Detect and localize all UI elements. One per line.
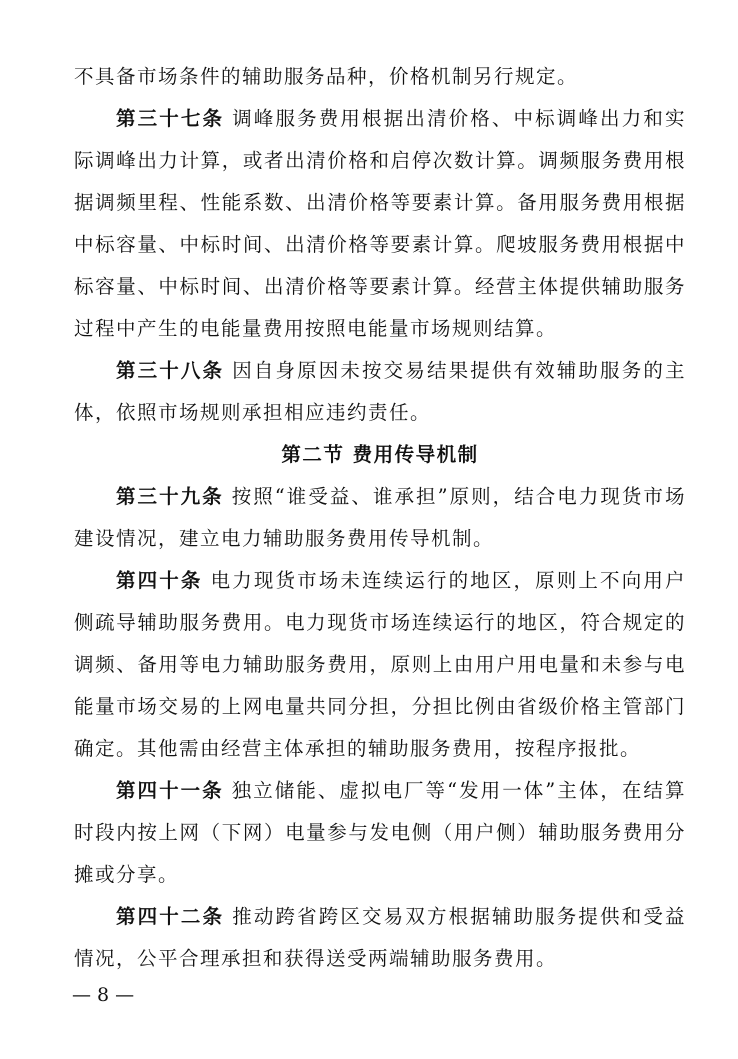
article-number: 第四十一条 [116, 779, 224, 802]
article-number: 第四十二条 [116, 905, 225, 928]
article-text: 因自身原因未按交易结果提供有效辅助服务的主体，依照市场规则承担相应违约责任。 [74, 359, 686, 424]
article-number: 第三十九条 [116, 485, 224, 508]
article-41 [74, 770, 686, 896]
article-39 [74, 476, 686, 560]
section-title: 第二节 费用传导机制 [281, 443, 479, 466]
paragraph-text: 不具备市场条件的辅助服务品种，价格机制另行规定。 [74, 65, 579, 88]
article-number: 第三十八条 [116, 359, 225, 382]
article-text: 电力现货市场未连续运行的地区，原则上不向用户侧疏导辅助服务费用。电力现货市场连续运行的地区，符合规定的调频、备用等电力辅助服务费用，原则上由用户用电量和未参与电能量市场交易的上网电量共同分担，分担比例由省级价格主管部门确定。其他需由经营主体承担的辅助服务费用，按程序报批。 [74, 569, 686, 760]
article-number: 第三十七条 [116, 107, 225, 130]
article-text: 独立储能、虚拟电厂等“发用一体”主体，在结算时段内按上网（下网）电量参与发电侧（用户侧）辅助服务费用分摊或分享。 [74, 779, 686, 886]
article-37 [74, 98, 686, 350]
article-number: 第四十条 [116, 569, 203, 592]
article-text: 按照“谁受益、谁承担”原则，结合电力现货市场建设情况，建立电力辅助服务费用传导机制。 [74, 485, 686, 550]
paragraph-continuation [74, 56, 686, 98]
article-40 [74, 560, 686, 770]
article-text: 调峰服务费用根据出清价格、中标调峰出力和实际调峰出力计算，或者出清价格和启停次数计算。调频服务费用根据调频里程、性能系数、出清价格等要素计算。备用服务费用根据中标容量、中标时间、出清价格等要素计算。爬坡服务费用根据中标容量、中标时间、出清价格等要素计算。经营主体提供辅助服务过程中产生的电能量费用按照电能量市场规则结算。 [74, 107, 686, 340]
article-38 [74, 350, 686, 434]
document-body [74, 56, 686, 980]
page-number: — 8 — [72, 984, 135, 1006]
article-text: 推动跨省跨区交易双方根据辅助服务提供和受益情况，公平合理承担和获得送受两端辅助服务费用。 [74, 905, 686, 970]
article-42 [74, 896, 686, 980]
